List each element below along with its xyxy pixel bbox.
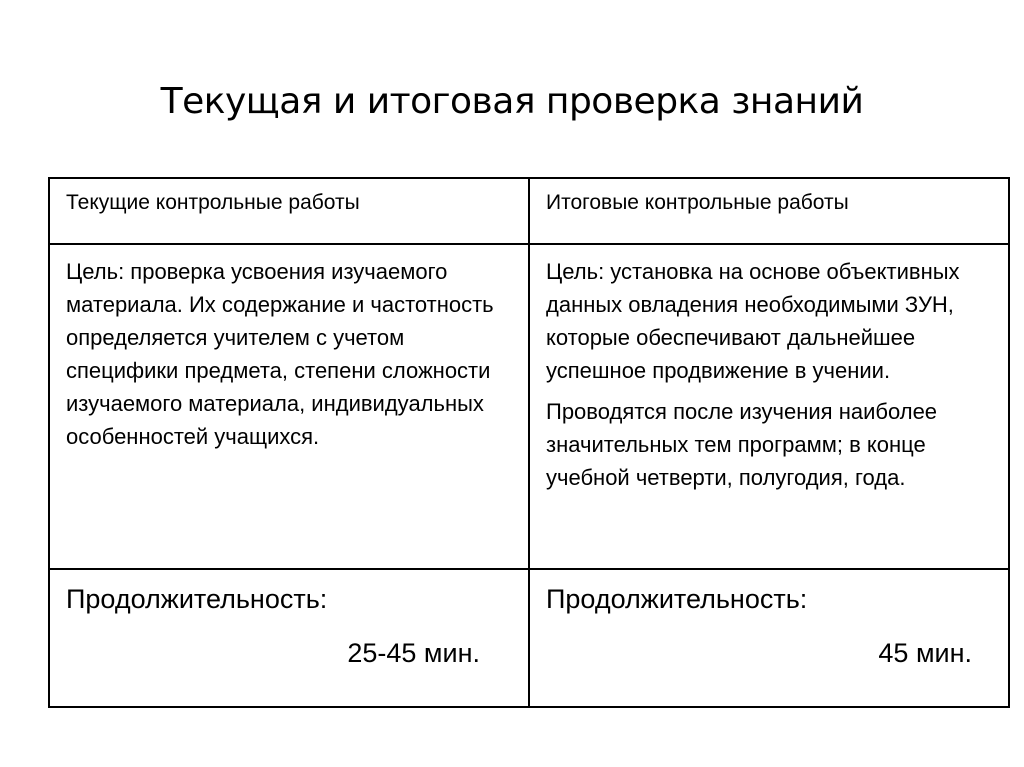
duration-label-final: Продолжительность: [546,584,808,614]
duration-cell-current [49,569,529,707]
duration-value-final: 45 мин. [878,638,972,668]
table-row-duration [49,569,1009,707]
header-final-text: Итоговые контрольные работы [546,191,849,214]
slide-title: Текущая и итоговая проверка знаний [160,81,864,122]
header-current-text: Текущие контрольные работы [66,191,360,214]
goal-current-paragraph: Цель: проверка усвоения изучаемого материала. Их содержание и частотность определяется учителем с учетом специфики предмета, степени сложности изучаемого материала, индивидуальных особенностей учащихся. [66,259,494,449]
duration-label-current: Продолжительность: [66,584,328,614]
header-cell-final [529,178,1009,244]
duration-cell-final [529,569,1009,707]
goal-cell-final [529,244,1009,569]
header-cell-current [49,178,529,244]
table-header-row [49,178,1009,244]
goal-final-paragraph-1: Цель: установка на основе объективных данных овладения необходимыми ЗУН, которые обеспечивают дальнейшее успешное продвижение в учении. [546,259,960,383]
duration-value-current: 25-45 мин. [347,638,480,668]
goal-final-paragraph-2: Проводятся после изучения наиболее значительных тем программ; в конце учебной четверти, полугодия, года. [546,399,938,490]
goal-cell-current [49,244,529,569]
comparison-table [48,177,1010,708]
table-row-goal [49,244,1009,569]
